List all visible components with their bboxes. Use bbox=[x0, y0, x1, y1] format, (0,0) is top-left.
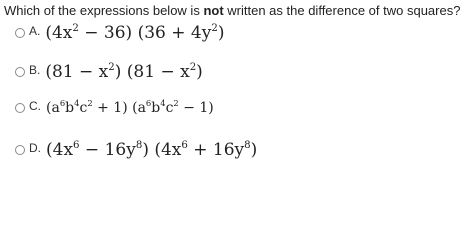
question-prefix: Which of the expressions below is bbox=[4, 3, 204, 18]
expression-text: (81 − x bbox=[45, 62, 109, 82]
choice-letter-b: B. bbox=[29, 63, 41, 77]
exponent: 6 bbox=[73, 139, 80, 151]
choice-letter-a: A. bbox=[29, 24, 41, 38]
expression-text: c bbox=[79, 100, 88, 116]
question-text bbox=[4, 3, 460, 19]
expression-text: − 16y bbox=[79, 140, 136, 160]
exponent: 2 bbox=[189, 61, 197, 73]
exponent: 8 bbox=[244, 139, 251, 151]
choice-expression-b bbox=[45, 62, 202, 82]
choice-c[interactable] bbox=[15, 100, 214, 116]
radio-button-a[interactable] bbox=[15, 28, 25, 38]
expression-text: − 36) (36 + 4y bbox=[78, 23, 212, 43]
expression-text: ) bbox=[196, 62, 203, 82]
choice-expression-c bbox=[46, 100, 214, 116]
exponent: 2 bbox=[173, 98, 179, 109]
radio-button-c[interactable] bbox=[15, 103, 25, 113]
exponent: 2 bbox=[72, 22, 79, 34]
question-suffix: written as the difference of two squares? bbox=[223, 3, 461, 18]
expression-text: (4x bbox=[46, 140, 74, 160]
radio-button-b[interactable] bbox=[15, 67, 25, 77]
exponent: 6 bbox=[145, 98, 152, 109]
expression-text: b bbox=[151, 100, 161, 116]
choice-expression-d bbox=[46, 140, 257, 160]
expression-text: c bbox=[165, 100, 174, 116]
question-emphasis: not bbox=[203, 3, 224, 18]
expression-text: + 16y bbox=[187, 140, 245, 160]
choice-letter-d: D. bbox=[29, 141, 41, 155]
choice-d[interactable] bbox=[15, 140, 257, 160]
exponent: 8 bbox=[135, 139, 143, 151]
expression-text: ) bbox=[217, 23, 225, 43]
choice-a[interactable] bbox=[15, 23, 224, 43]
choice-b[interactable] bbox=[15, 62, 203, 82]
exponent: 2 bbox=[211, 22, 218, 34]
exponent: 2 bbox=[87, 98, 93, 109]
exponent: 6 bbox=[181, 139, 188, 151]
exponent: 4 bbox=[160, 98, 166, 109]
choice-expression-a bbox=[45, 23, 224, 43]
expression-text: (4x bbox=[45, 23, 73, 43]
expression-text: (a bbox=[46, 100, 60, 116]
radio-button-d[interactable] bbox=[15, 145, 25, 155]
expression-text: − 1) bbox=[178, 100, 214, 116]
exponent: 4 bbox=[74, 98, 80, 109]
exponent: 6 bbox=[59, 98, 66, 109]
choice-letter-c: C. bbox=[29, 99, 41, 113]
expression-text: b bbox=[65, 100, 75, 116]
exponent: 2 bbox=[108, 61, 115, 73]
expression-text: ) (4x bbox=[142, 140, 182, 160]
expression-text: ) (81 − x bbox=[114, 62, 190, 82]
expression-text: ) bbox=[250, 140, 258, 160]
expression-text: + 1) (a bbox=[92, 100, 146, 116]
